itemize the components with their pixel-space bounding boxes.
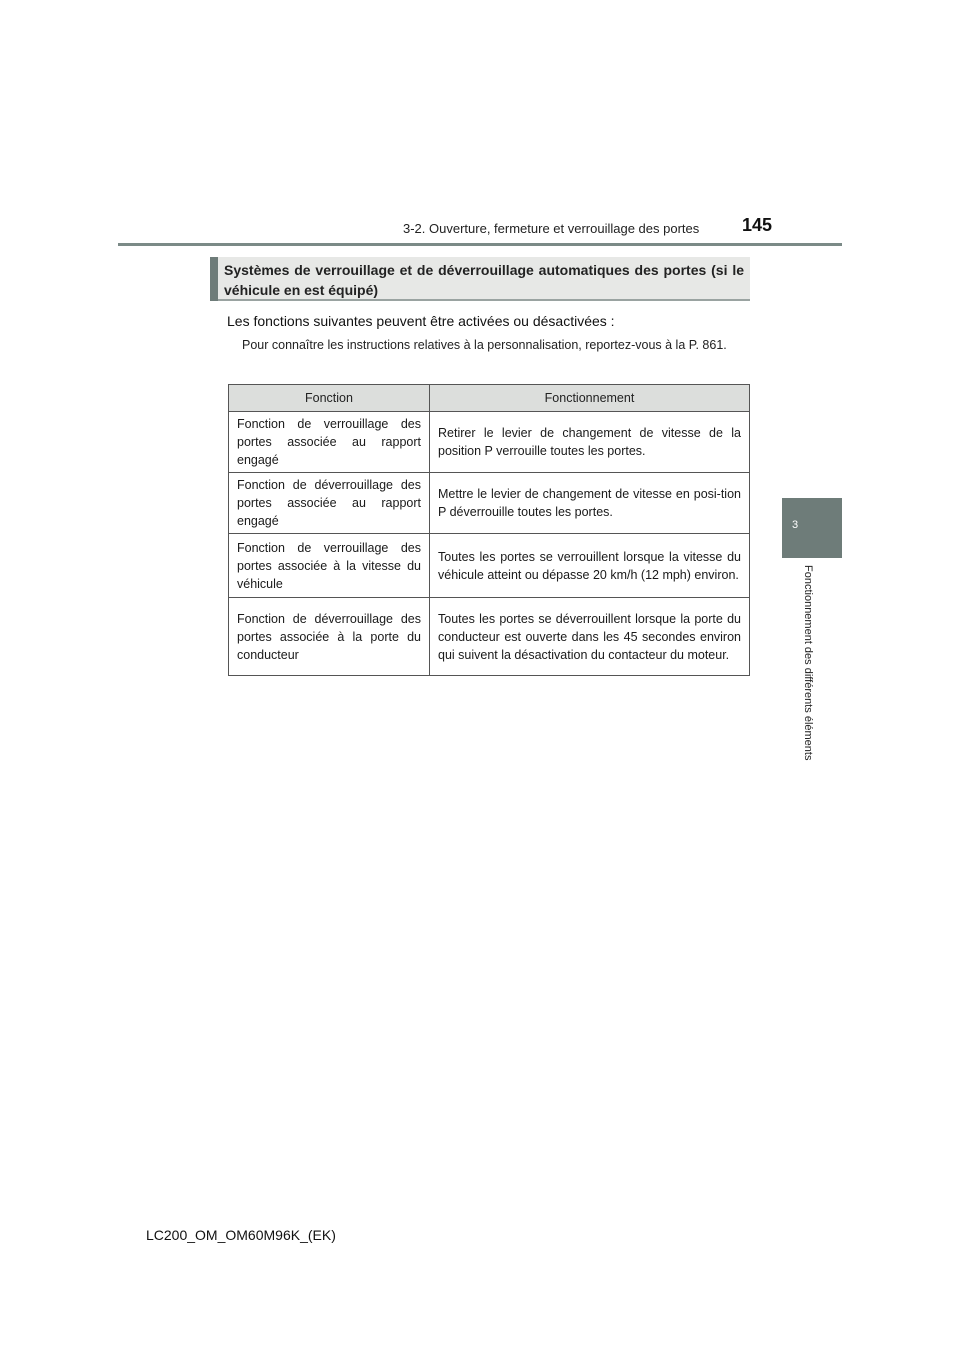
table-row [229, 412, 750, 473]
cell-fonction: Fonction de verrouillage des portes associée à la vitesse du véhicule [229, 534, 430, 598]
column-header-fonction: Fonction [229, 385, 430, 412]
function-table [228, 384, 750, 676]
cell-fonction: Fonction de déverrouillage des portes associée au rapport engagé [229, 473, 430, 534]
chapter-title-vertical [800, 565, 820, 805]
table-row [229, 598, 750, 676]
cell-fonctionnement: Mettre le levier de changement de vitesse en posi-tion P déverrouille toutes les portes. [430, 473, 750, 534]
cell-fonction: Fonction de verrouillage des portes associée au rapport engagé [229, 412, 430, 473]
table-row [229, 534, 750, 598]
page-number: 145 [742, 215, 773, 235]
chapter-number: 3 [791, 519, 799, 531]
running-header-section: 3-2. Ouverture, fermeture et verrouillage des portes [403, 221, 700, 236]
table-header-row [229, 385, 750, 412]
cell-fonctionnement: Retirer le levier de changement de vitesse de la position P verrouille toutes les portes. [430, 412, 750, 473]
cell-fonctionnement: Toutes les portes se déverrouillent lorsque la porte du conducteur est ouverte dans les 45 secondes environ qui suivent la désactivation du contacteur du moteur. [430, 598, 750, 676]
column-header-fonctionnement: Fonctionnement [430, 385, 750, 412]
section-heading-box [210, 257, 750, 301]
intro-text: Les fonctions suivantes peuvent être activées ou désactivées : [227, 313, 615, 329]
cell-fonctionnement: Toutes les portes se verrouillent lorsque la vitesse du véhicule atteint ou dépasse 20 km/h (12 mph) environ. [430, 534, 750, 598]
cell-fonction: Fonction de déverrouillage des portes associée à la porte du conducteur [229, 598, 430, 676]
document-code: LC200_OM_OM60M96K_(EK) [146, 1227, 336, 1243]
header-divider [118, 243, 842, 246]
personalization-note: Pour connaître les instructions relatives à la personnalisation, reportez-vous à la P. 861. [242, 338, 727, 352]
chapter-title: Fonctionnement des différents éléments [802, 565, 814, 761]
table-row [229, 473, 750, 534]
section-heading-bar [210, 257, 218, 301]
section-title: Systèmes de verrouillage et de déverrouillage automatiques des portes (si le véhicule en est équipé) [224, 262, 744, 298]
